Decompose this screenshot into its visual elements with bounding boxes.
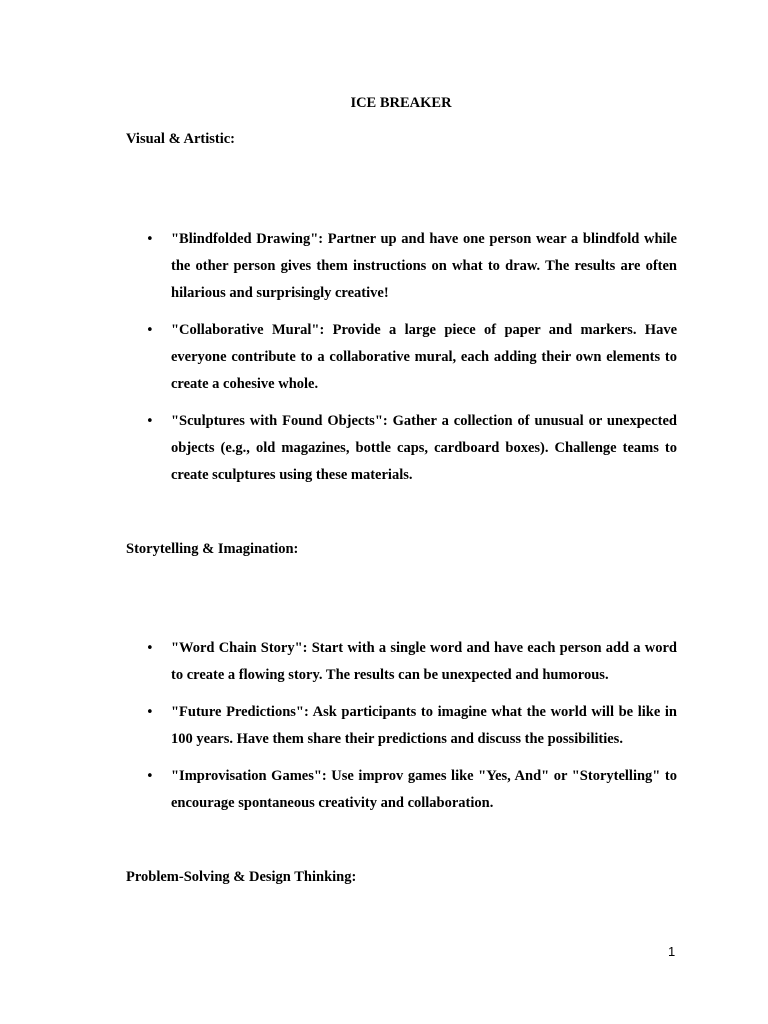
section-heading-visual-artistic: Visual & Artistic: [126, 131, 236, 147]
list-item [126, 408, 677, 489]
list-item [126, 763, 677, 817]
bullet-icon: • [146, 769, 154, 784]
bullet-icon: • [146, 232, 154, 247]
list-item-text: "Blindfolded Drawing": Partner up and have one person wear a blindfold while the other person gives them instructions on what to draw. The results are often hilarious and surprisingly creative! [171, 231, 677, 301]
section-heading-problem-solving-design: Problem-Solving & Design Thinking: [126, 869, 357, 885]
section-heading-storytelling-imagination: Storytelling & Imagination: [126, 541, 299, 557]
bullet-list-storytelling-imagination [126, 635, 677, 827]
bullet-list-visual-artistic [126, 226, 677, 499]
list-item-text: "Future Predictions": Ask participants to imagine what the world will be like in 100 years. Have them share their predictions and discuss the possibilities. [171, 704, 677, 747]
bullet-icon: • [146, 641, 154, 656]
list-item [126, 699, 677, 753]
page-number: 1 [668, 944, 676, 959]
document-title: ICE BREAKER [350, 95, 452, 111]
list-item-text: "Improvisation Games": Use improv games like "Yes, And" or "Storytelling" to encourage spontaneous creativity and collaboration. [171, 768, 677, 811]
list-item-text: "Word Chain Story": Start with a single word and have each person add a word to create a flowing story. The results can be unexpected and humorous. [171, 640, 677, 683]
list-item-text: "Collaborative Mural": Provide a large piece of paper and markers. Have everyone contribute to a collaborative mural, each adding their own elements to create a cohesive whole. [171, 322, 677, 392]
bullet-icon: • [146, 323, 154, 338]
list-item-text: "Sculptures with Found Objects": Gather a collection of unusual or unexpected objects (e.g., old magazines, bottle caps, cardboard boxes). Challenge teams to create sculptures using these materials. [171, 413, 677, 483]
list-item [126, 635, 677, 689]
list-item [126, 226, 677, 307]
list-item [126, 317, 677, 398]
bullet-icon: • [146, 705, 154, 720]
bullet-icon: • [146, 414, 154, 429]
